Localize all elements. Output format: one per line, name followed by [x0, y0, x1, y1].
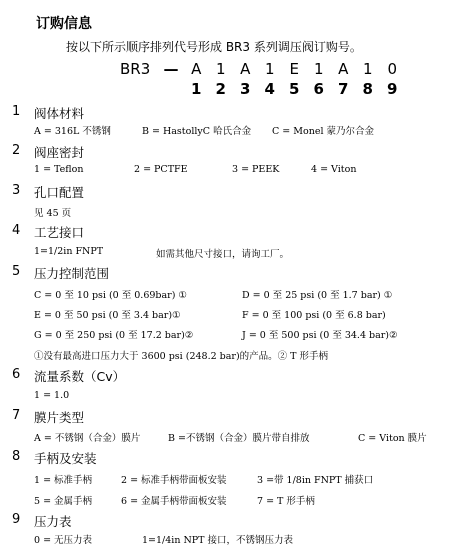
- section-1-option: A = 316L 不锈钢: [34, 126, 111, 137]
- section-2-option: 4 = Viton: [311, 164, 357, 175]
- code-prefix: BR3: [120, 60, 151, 78]
- section-7-number: 7: [12, 408, 21, 423]
- section-5-option: G = 0 至 250 psi (0 至 17.2 bar)②: [34, 330, 194, 341]
- section-8-option: 3 =带 1/8in FNPT 捕获口: [257, 475, 374, 486]
- code-letter-4: 1: [264, 60, 275, 78]
- code-position-5: 5: [289, 80, 300, 98]
- section-2-title: 阀座密封: [34, 145, 85, 160]
- section-9-number: 9: [12, 512, 21, 527]
- code-letter-6: 1: [313, 60, 324, 78]
- section-6-option: 1 = 1.0: [34, 390, 70, 401]
- section-5-title: 压力控制范围: [34, 266, 110, 281]
- section-7-option: C = Viton 膜片: [358, 433, 427, 444]
- code-position-1: 1: [191, 80, 202, 98]
- code-position-3: 3: [240, 80, 251, 98]
- section-5-footnote: ①没有最高进口压力大于 3600 psi (248.2 bar)的产品。② T 形手柄: [34, 351, 329, 362]
- section-2-number: 2: [12, 143, 21, 158]
- section-8-option: 5 = 金属手柄: [34, 496, 93, 507]
- section-8-option: 2 = 标准手柄带面板安装: [121, 475, 227, 486]
- section-5-option: C = 0 至 10 psi (0 至 0.69bar) ①: [34, 290, 187, 301]
- section-9-option: 0 = 无压力表: [34, 535, 93, 546]
- section-7-option: B =不锈钢（合金）膜片带自排放: [168, 433, 310, 444]
- section-7-option: A = 不锈钢（合金）膜片: [34, 433, 141, 444]
- section-3-title: 孔口配置: [34, 185, 85, 200]
- code-letter-2: 1: [215, 60, 226, 78]
- code-position-7: 7: [338, 80, 349, 98]
- section-5-option: J = 0 至 500 psi (0 至 34.4 bar)②: [242, 330, 398, 341]
- section-5-option: D = 0 至 25 psi (0 至 1.7 bar) ①: [242, 290, 393, 301]
- section-8-option: 7 = T 形手柄: [257, 496, 315, 507]
- code-position-8: 8: [362, 80, 373, 98]
- section-6-title: 流量系数（Cv）: [34, 369, 126, 384]
- section-8-number: 8: [12, 449, 21, 464]
- section-5-number: 5: [12, 264, 21, 279]
- section-9-title: 压力表: [34, 514, 72, 529]
- code-position-2: 2: [215, 80, 226, 98]
- code-position-9: 9: [387, 80, 398, 98]
- section-4-note: 如需其他尺寸接口，请询工厂。: [156, 249, 290, 260]
- order-code-example: [120, 60, 405, 78]
- code-letter-9: 0: [387, 60, 398, 78]
- section-4-number: 4: [12, 223, 21, 238]
- section-8-title: 手柄及安装: [34, 451, 97, 466]
- section-8-option: 1 = 标准手柄: [34, 475, 93, 486]
- section-3-option: 见 45 页: [34, 208, 72, 219]
- section-2-option: 1 = Teflon: [34, 164, 84, 175]
- section-5-option: F = 0 至 100 psi (0 至 6.8 bar): [242, 310, 386, 321]
- section-1-option: C = Monel 蒙乃尔合金: [272, 126, 375, 137]
- code-letter-5: E: [289, 60, 299, 78]
- section-5-option: E = 0 至 50 psi (0 至 3.4 bar)①: [34, 310, 181, 321]
- page-title: 订购信息: [36, 16, 92, 32]
- code-position-6: 6: [313, 80, 324, 98]
- section-1-title: 阀体材料: [34, 106, 85, 121]
- section-7-title: 膜片类型: [34, 410, 85, 425]
- section-4-title: 工艺接口: [34, 225, 85, 240]
- section-1-option: B = HastollyC 哈氏合金: [142, 126, 252, 137]
- section-9-option: 1=1/4in NPT 接口，不锈钢压力表: [142, 535, 294, 546]
- code-letter-8: 1: [362, 60, 373, 78]
- intro-text: 按以下所示顺序排列代号形成 BR3 系列调压阀订购号。: [66, 40, 362, 54]
- code-position-numbers: [120, 80, 405, 98]
- section-2-option: 2 = PCTFE: [134, 164, 188, 175]
- section-3-number: 3: [12, 183, 21, 198]
- code-position-4: 4: [264, 80, 275, 98]
- section-4-option: 1=1/2in FNPT: [34, 246, 104, 257]
- section-2-option: 3 = PEEK: [232, 164, 280, 175]
- section-6-number: 6: [12, 367, 21, 382]
- code-letter-7: A: [338, 60, 349, 78]
- section-8-option: 6 = 金属手柄带面板安装: [121, 496, 227, 507]
- section-1-number: 1: [12, 104, 21, 119]
- code-letter-1: A: [191, 60, 202, 78]
- code-letter-3: A: [240, 60, 251, 78]
- code-dash: —: [163, 60, 179, 78]
